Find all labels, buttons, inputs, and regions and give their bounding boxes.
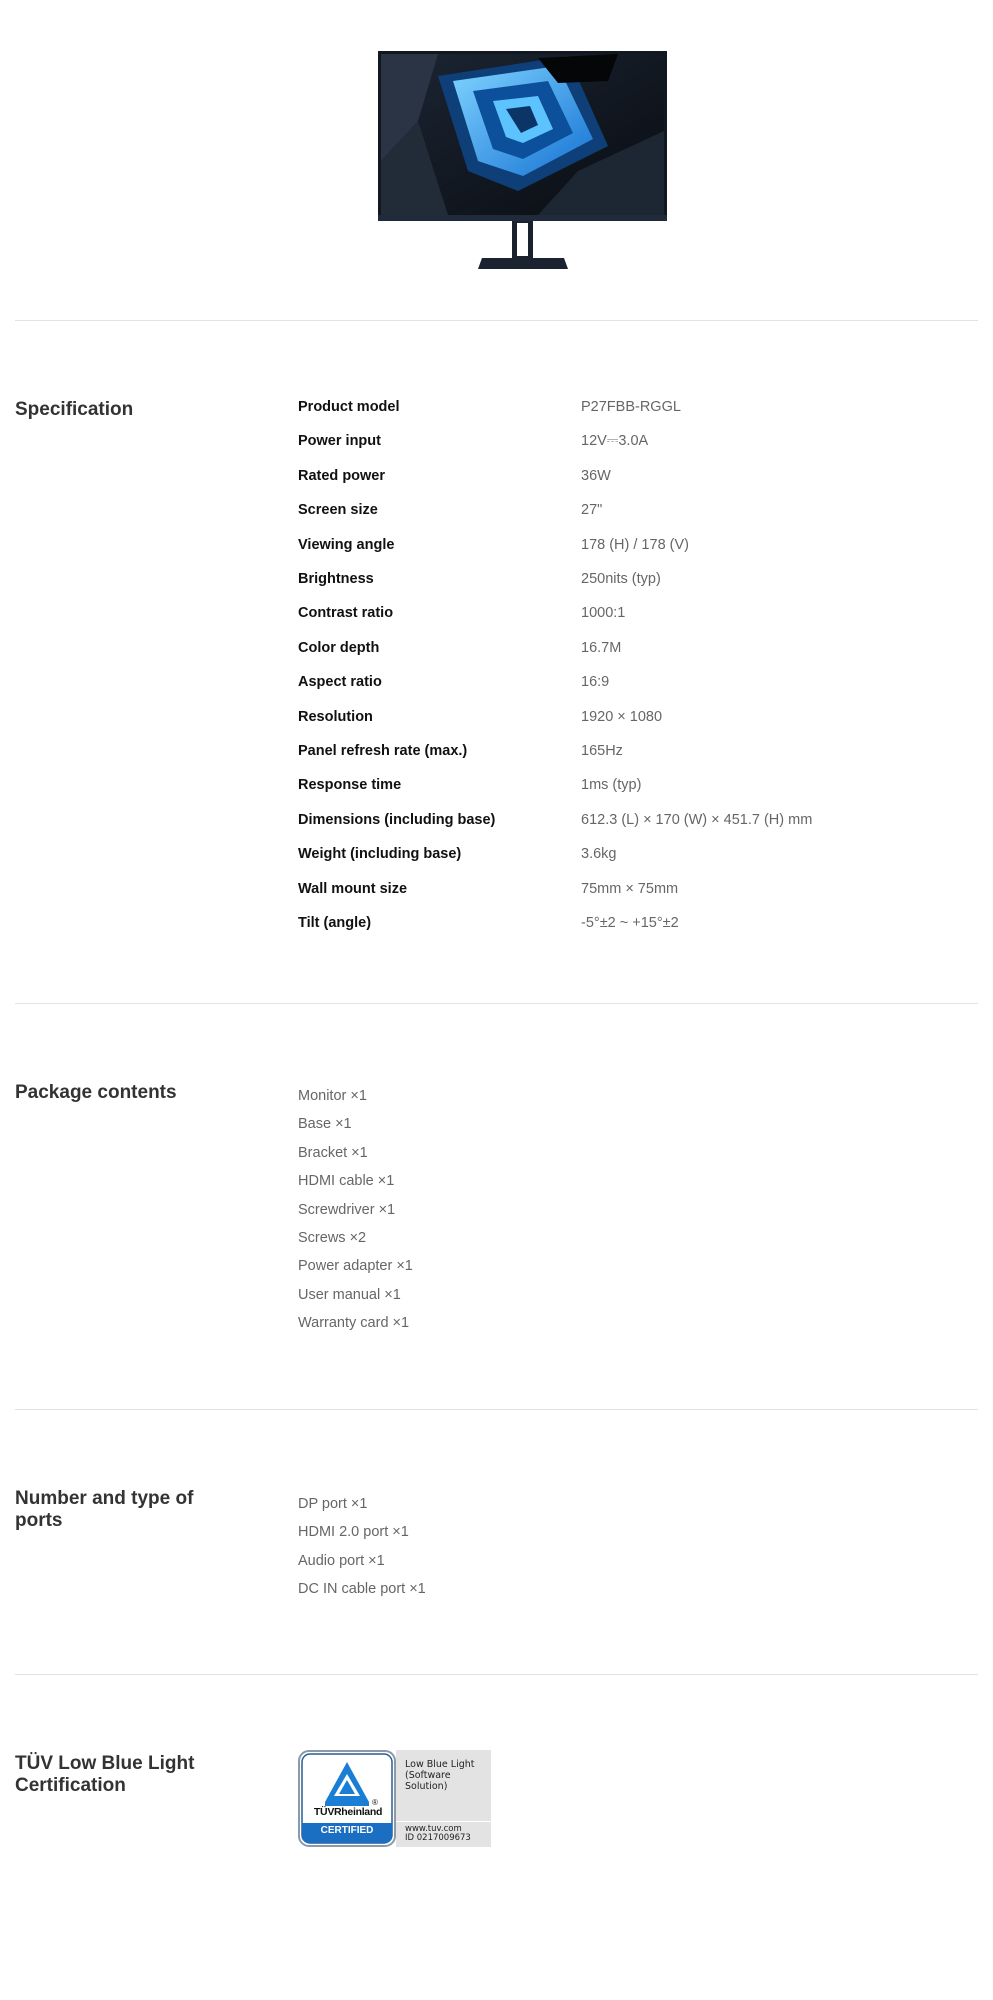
divider [15, 1003, 978, 1004]
divider [15, 1674, 978, 1675]
spec-row [0, 777, 993, 811]
tuv-certification-badge [298, 1750, 491, 1847]
spec-label: Tilt (angle) [298, 915, 372, 931]
spec-value: 16.7M [581, 639, 622, 656]
spec-value: P27FBB-RGGL [581, 399, 681, 415]
divider [15, 320, 978, 321]
list-item: Power adapter ×1 [298, 1258, 413, 1275]
spec-value: 3.6kg [581, 846, 617, 863]
list-item: Monitor ×1 [298, 1088, 367, 1104]
list-item: Audio port ×1 [298, 1552, 385, 1569]
badge-separator [396, 1821, 491, 1822]
spec-label: Resolution [298, 708, 373, 725]
certified-label: CERTIFIED [320, 1825, 374, 1836]
divider [15, 1409, 978, 1410]
spec-row [0, 674, 993, 708]
list-item: Bracket ×1 [298, 1144, 368, 1161]
list-item: Screws ×2 [298, 1230, 367, 1246]
list-item: DP port ×1 [298, 1496, 368, 1512]
list-item: Screwdriver ×1 [298, 1201, 396, 1218]
list-item: Base ×1 [298, 1116, 352, 1133]
section-title: Number and type of ports [15, 1488, 194, 1531]
list-item: HDMI cable ×1 [298, 1173, 395, 1190]
spec-row [0, 605, 993, 639]
badge-website: www.tuv.com [405, 1824, 462, 1834]
badge-id: ID 0217009673 [405, 1833, 471, 1843]
spec-label: Screen size [298, 502, 378, 519]
section-title: Specification [15, 399, 134, 420]
list-item: Warranty card ×1 [298, 1315, 410, 1332]
spec-row [0, 399, 993, 433]
spec-label: Weight (including base) [298, 846, 462, 863]
spec-value: 165Hz [581, 743, 623, 759]
spec-label: Rated power [298, 467, 386, 484]
spec-value: 178 (H) / 178 (V) [581, 536, 689, 553]
list-item: DC IN cable port ×1 [298, 1581, 426, 1598]
spec-label: Power input [298, 433, 381, 450]
monitor-product-image [378, 51, 667, 271]
spec-row [0, 537, 993, 571]
spec-row [0, 502, 993, 536]
spec-label: Aspect ratio [298, 674, 382, 691]
badge-line-1: Low Blue Light [405, 1759, 475, 1770]
registered-mark: ® [372, 1798, 378, 1807]
spec-label: Panel refresh rate (max.) [298, 743, 468, 759]
product-hero [0, 0, 993, 320]
spec-row [0, 433, 993, 467]
spec-label: Viewing angle [298, 536, 395, 553]
spec-value: 75mm × 75mm [581, 880, 679, 897]
spec-row [0, 640, 993, 674]
badge-line-2: (Software [405, 1770, 451, 1781]
section-title: TÜV Low Blue Light Certification [15, 1753, 195, 1796]
spec-label: Contrast ratio [298, 605, 394, 622]
spec-row [0, 709, 993, 743]
spec-label: Color depth [298, 639, 380, 656]
spec-row [0, 881, 993, 915]
spec-row [0, 743, 993, 777]
spec-label: Product model [298, 399, 400, 415]
tuv-brand-text: TÜVRheinland [313, 1806, 383, 1818]
section-title: Package contents [15, 1082, 177, 1103]
spec-row [0, 468, 993, 502]
spec-row [0, 571, 993, 605]
list-item: User manual ×1 [298, 1286, 401, 1303]
spec-value: -5°±2 ~ +15°±2 [581, 915, 679, 931]
spec-row [0, 846, 993, 880]
spec-value: 612.3 (L) × 170 (W) × 451.7 (H) mm [581, 811, 813, 828]
spec-label: Brightness [298, 571, 374, 587]
spec-value: 16:9 [581, 674, 610, 691]
spec-value: 1ms (typ) [581, 777, 642, 794]
spec-value: 1000:1 [581, 605, 626, 622]
spec-value: 27" [581, 502, 603, 519]
spec-value: 12V⎓3.0A [581, 433, 649, 450]
spec-row [0, 812, 993, 846]
spec-value: 250nits (typ) [581, 571, 661, 587]
spec-value: 1920 × 1080 [581, 708, 663, 725]
spec-row [0, 915, 993, 949]
spec-label: Wall mount size [298, 880, 408, 897]
badge-line-3: Solution) [405, 1781, 448, 1792]
spec-value: 36W [581, 467, 611, 484]
spec-label: Dimensions (including base) [298, 811, 496, 828]
list-item: HDMI 2.0 port ×1 [298, 1524, 409, 1541]
spec-label: Response time [298, 777, 402, 794]
